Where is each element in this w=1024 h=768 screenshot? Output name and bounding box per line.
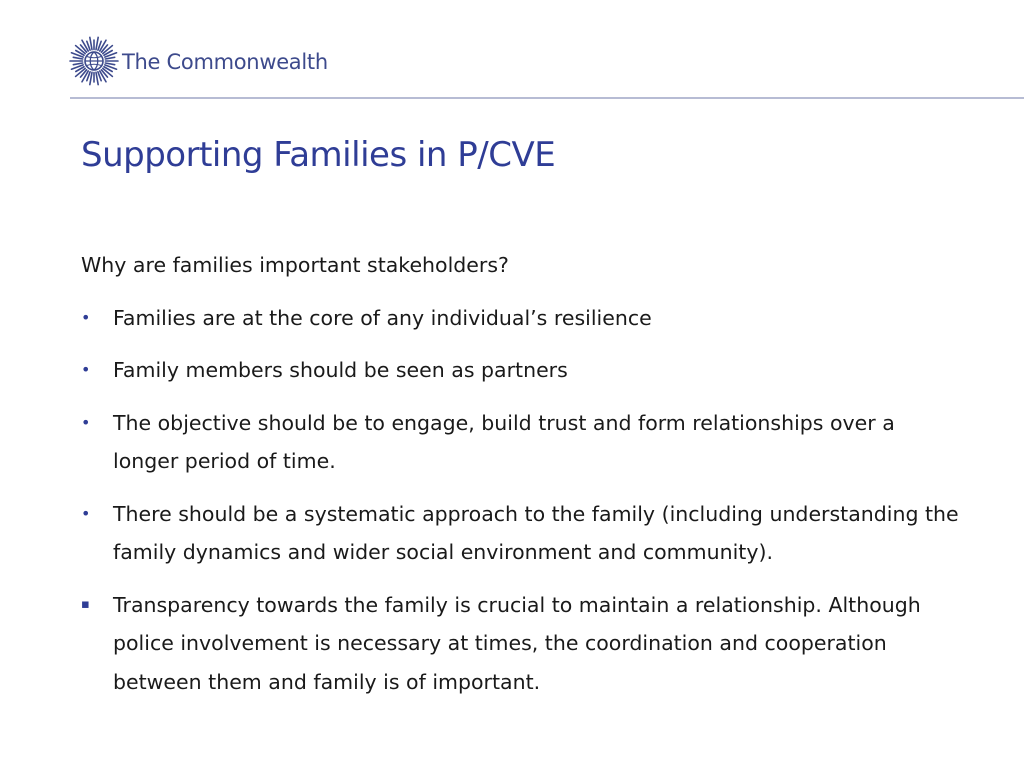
- bullet-list: [81, 299, 961, 702]
- slide-title: Supporting Families in P/CVE: [81, 135, 556, 175]
- bullet-item: [81, 351, 961, 390]
- bullet-marker: ▪: [81, 596, 90, 612]
- bullet-marker: •: [81, 307, 91, 327]
- emblem-ray: [90, 72, 92, 84]
- intro-question: Why are families important stakeholders?: [81, 253, 509, 277]
- header-divider: [70, 97, 1024, 99]
- bullet-text: Families are at the core of any individual’s resilience: [113, 305, 652, 330]
- bullet-item: [81, 586, 961, 702]
- emblem-ray: [96, 72, 98, 84]
- commonwealth-globe-emblem-icon: [68, 35, 120, 87]
- emblem-ray: [105, 63, 114, 65]
- logo-wordmark: The Commonwealth: [122, 49, 328, 74]
- bullet-marker: •: [81, 503, 91, 523]
- bullet-item: [81, 495, 961, 572]
- bullet-text: Family members should be seen as partners: [113, 358, 568, 382]
- emblem-ray: [96, 37, 98, 49]
- bullet-item: [81, 404, 961, 481]
- emblem-ray: [105, 57, 114, 59]
- bullet-text: The objective should be to engage, build trust and form relationships over a longer period of time.: [113, 410, 895, 473]
- emblem-ray: [73, 63, 82, 65]
- bullet-text: There should be a systematic approach to the family (including understanding the family dynamics and wider social environment and community).: [113, 501, 959, 564]
- emblem-ray: [73, 57, 82, 59]
- emblem-ray: [90, 37, 92, 49]
- slide-body: [81, 246, 961, 715]
- bullet-text: Transparency towards the family is crucial to maintain a relationship. Although police involvement is necessary at times, the coordination and cooperation between them and family is of important.: [113, 592, 921, 694]
- bullet-marker: •: [81, 360, 91, 379]
- bullet-item: [81, 299, 961, 338]
- bullet-marker: •: [81, 412, 91, 432]
- commonwealth-logo: [68, 34, 328, 88]
